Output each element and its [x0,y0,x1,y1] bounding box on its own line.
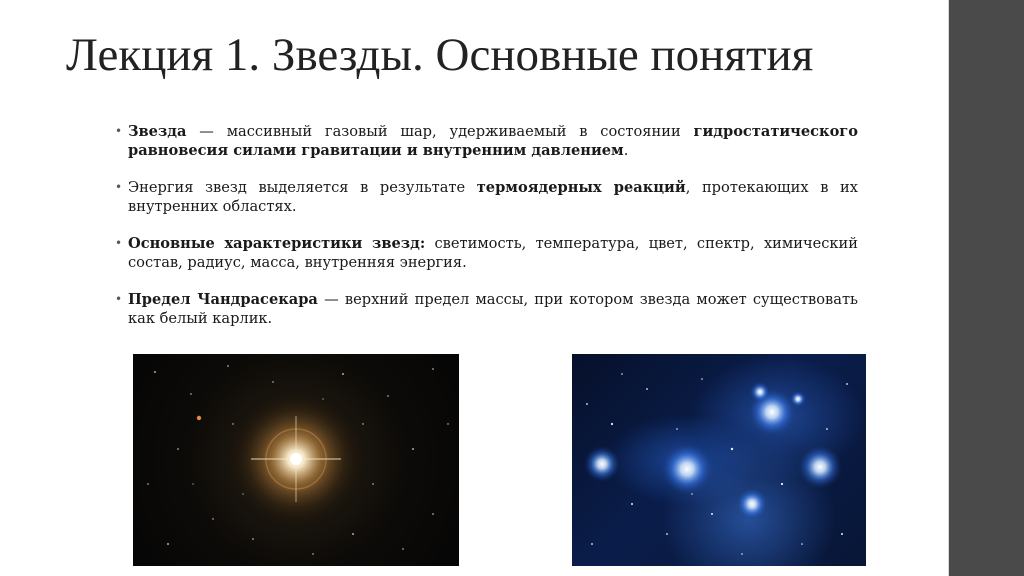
bullet-list [115,122,859,346]
bullet-item [115,122,858,160]
bullet-item [115,290,858,328]
slide-title: Лекция 1. Звезды. Основные понятия [66,29,814,81]
bullet-text-bold: термоядерных реакций [476,179,686,196]
bullet-text: светимость, температура, цвет, спектр, химический состав, радиус, масса, внутренняя энергия. [128,235,859,271]
star-photo [133,354,459,566]
side-panel [949,0,1024,576]
bullet-text-bold: Предел Чандрасекара [128,291,318,308]
bullet-dot: • [115,292,123,306]
bullet-text-bold: гидростатического равновесия силами гравитации и внутренним давлением [128,123,858,159]
bullet-text: — верхний предел массы, при котором звезда может существовать как белый карлик. [128,291,858,327]
bullet-text: — массивный газовый шар, удерживаемый в состоянии [186,123,694,140]
bullet-text: , протекающих в их внутренних областях. [128,179,858,215]
bullet-text-bold: Звезда [128,123,187,140]
bullet-dot: • [115,236,123,250]
bullet-dot: • [115,180,123,194]
star-cluster-photo [572,354,866,566]
bullet-item [115,234,859,272]
star-cluster-graphic [572,354,866,566]
bullet-text: Энергия звезд выделяется в результате [128,179,477,196]
bullet-text-bold: Основные характеристики звезд: [128,235,426,252]
star-photo-graphic [133,354,459,566]
bullet-dot: • [115,124,123,138]
bullet-item [115,178,858,216]
bullet-text: . [623,142,629,159]
